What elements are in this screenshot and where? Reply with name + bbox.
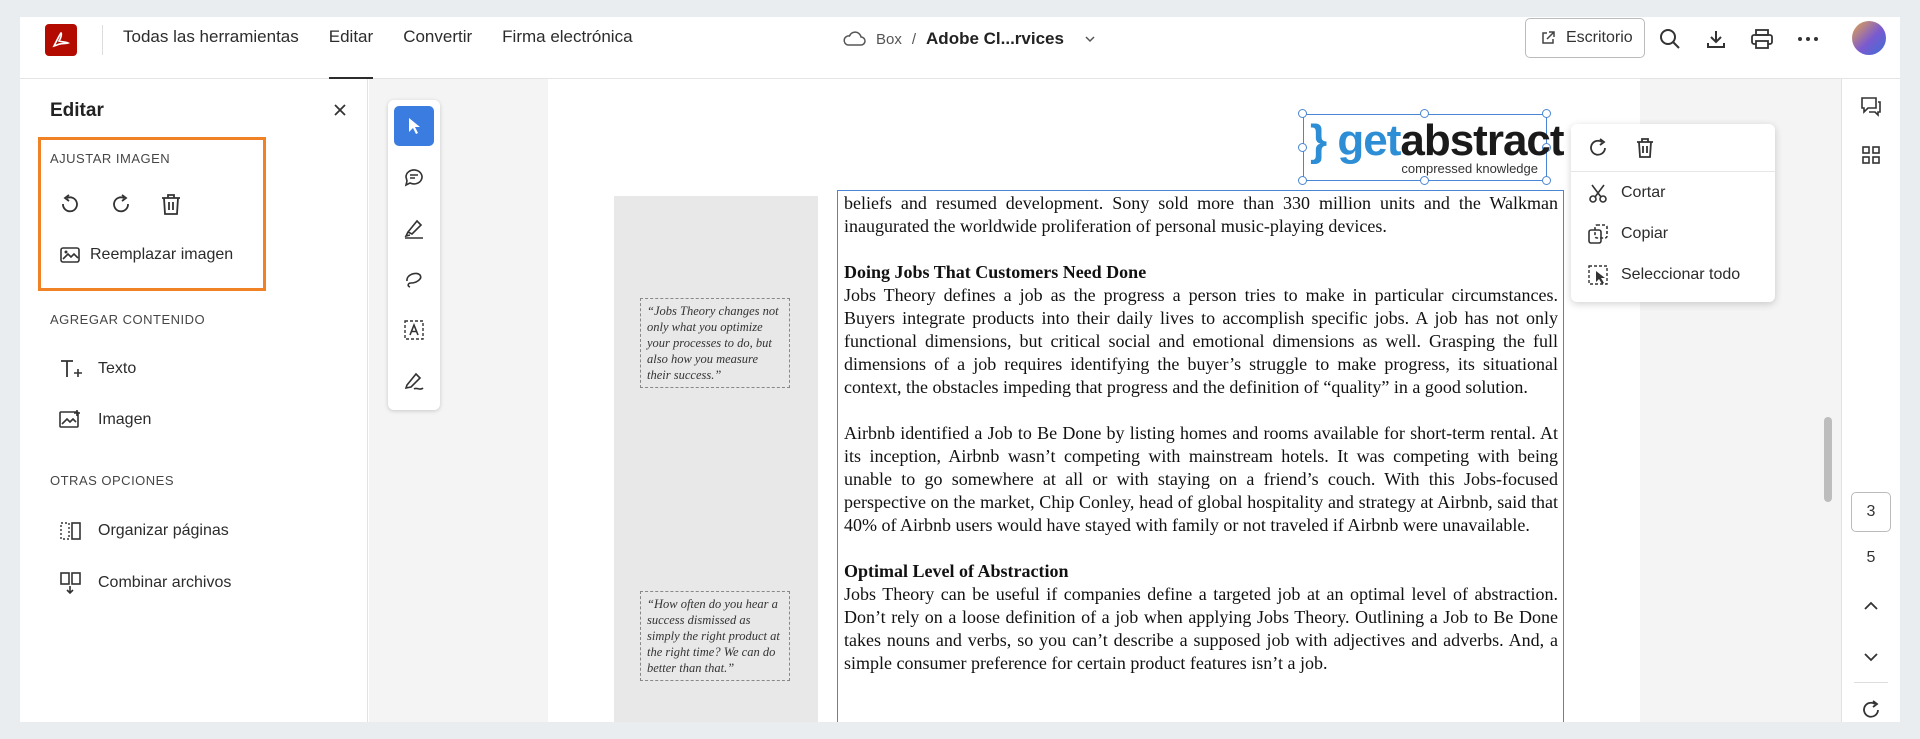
nav-edit[interactable]: Editar — [314, 17, 388, 79]
highlight-tool-icon[interactable] — [394, 208, 434, 248]
menu-item-copy[interactable] — [1571, 213, 1775, 254]
divider — [1854, 682, 1888, 683]
panel-title: Editar — [50, 100, 104, 121]
section-heading[interactable]: Optimal Level of Abstraction — [844, 561, 1069, 581]
rotate-clockwise-icon[interactable] — [1587, 137, 1609, 159]
cloud-icon — [842, 31, 866, 47]
add-text-label: Texto — [98, 360, 137, 377]
print-icon[interactable] — [1749, 26, 1775, 52]
replace-image-icon — [58, 243, 82, 267]
add-text-button[interactable] — [58, 357, 136, 381]
comment-tool-icon[interactable] — [394, 157, 434, 197]
replace-image-label: Reemplazar imagen — [90, 246, 234, 263]
nav-e-signature[interactable]: Firma electrónica — [502, 27, 633, 46]
current-page-input[interactable]: 3 — [1851, 492, 1891, 532]
select-all-icon — [1587, 264, 1609, 286]
scissors-icon — [1587, 182, 1609, 204]
open-desktop-label: Escritorio — [1566, 29, 1633, 46]
select-tool-icon[interactable] — [394, 106, 434, 146]
add-image-button[interactable] — [58, 408, 151, 432]
section-other-options: OTRAS OPCIONES — [50, 473, 175, 488]
divider — [102, 25, 103, 55]
text-box-tool-icon[interactable] — [394, 310, 434, 350]
paragraph[interactable]: beliefs and resumed development. Sony sold more than 330 million units and the Walkman inaugurated the worldwide proliferation of personal music-playing devices. — [844, 193, 1558, 236]
redo-icon[interactable] — [109, 192, 133, 216]
menu-item-select-all[interactable] — [1571, 254, 1775, 295]
nav-convert[interactable]: Convertir — [403, 27, 473, 46]
open-desktop-button[interactable] — [1525, 18, 1645, 58]
search-icon[interactable] — [1657, 26, 1683, 52]
combine-files-icon — [58, 570, 84, 596]
pull-quote[interactable]: “Jobs Theory changes not only what you optimize your processes to do, but also how you measure their success.” — [640, 298, 790, 388]
menu-item-cut[interactable] — [1571, 172, 1775, 213]
close-icon[interactable] — [330, 100, 350, 120]
trash-icon[interactable] — [160, 192, 182, 216]
right-rail — [1841, 79, 1900, 722]
section-add-content: AGREGAR CONTENIDO — [50, 312, 206, 327]
resize-handle[interactable] — [1298, 176, 1307, 185]
paragraph[interactable]: Airbnb identified a Job to Be Done by listing homes and rooms available for short-term rental. At its inception, Airbnb wasn’t competing with mainstream hotels. It was competing with being unable to go somewhere at all or with staying on a friend’s couch. With this Jobs-focused perspective on the market, Chip Conley, head of global hospitality and strategy at Airbnb, said that 40% of Airbnb users would have stayed with family or not traveled if Airbnb were unavailable. — [844, 423, 1558, 535]
external-link-icon — [1540, 30, 1556, 46]
add-image-icon — [58, 408, 84, 432]
more-options-icon[interactable] — [1795, 26, 1821, 52]
sign-tool-icon[interactable] — [394, 361, 434, 401]
organize-pages-button[interactable] — [58, 519, 229, 543]
logo-wordmark: } getabstract — [1310, 116, 1564, 165]
trash-icon[interactable] — [1635, 137, 1655, 159]
edit-panel — [20, 79, 368, 722]
thumbnails-grid-icon[interactable] — [1858, 142, 1884, 168]
add-image-label: Imagen — [98, 411, 152, 428]
resize-handle[interactable] — [1298, 143, 1307, 152]
document-text[interactable] — [844, 192, 1558, 675]
organize-pages-label: Organizar páginas — [98, 522, 229, 539]
resize-handle[interactable] — [1298, 109, 1307, 118]
nav-all-tools[interactable]: Todas las herramientas — [123, 27, 299, 46]
vertical-scrollbar[interactable] — [1821, 79, 1841, 722]
organize-pages-icon — [58, 519, 84, 543]
top-bar — [20, 17, 1900, 79]
resize-handle[interactable] — [1542, 176, 1551, 185]
section-heading[interactable]: Doing Jobs That Customers Need Done — [844, 262, 1147, 282]
image-context-menu — [1571, 124, 1775, 302]
next-page-chevron-down-icon[interactable] — [1858, 644, 1884, 670]
combine-files-label: Combinar archivos — [98, 574, 232, 591]
edit-toolbar — [388, 100, 440, 410]
previous-page-chevron-up-icon[interactable] — [1858, 593, 1884, 619]
menu-item-label: Seleccionar todo — [1621, 265, 1741, 283]
breadcrumb-root[interactable]: Box — [876, 30, 902, 48]
logo-tagline: compressed knowledge — [1401, 161, 1538, 176]
scrollbar-thumb[interactable] — [1824, 417, 1832, 502]
total-pages: 5 — [1866, 549, 1876, 566]
paragraph[interactable]: Jobs Theory can be useful if companies define a targeted job at an optimal level of abstraction. Don’t rely on a loose definition of a job when applying Jobs Theory. Outlining a Job to Be Done takes nouns and verbs, so you can’t describe a supposed job with adjectives and adverbs. And, a simple consumer preference for certain product features isn’t a job. — [844, 584, 1558, 673]
download-icon[interactable] — [1703, 26, 1729, 52]
app-window — [20, 17, 1900, 722]
breadcrumb — [842, 29, 1096, 49]
paragraph[interactable]: Jobs Theory defines a job as the progress a person tries to make in particular circumstances. Buyers integrate products into their daily lives to accomplish specific jobs. A job has not only functional dimensions, but critical social and emotional dimensions as well. Grasping the full dimensions of a job requires identifying the buyer’s struggle to make progress, its situational context, the obstacles impeding that progress and the definition of “quality” in a good solution. — [844, 285, 1558, 397]
pull-quote[interactable]: “How often do you hear a success dismissed as simply the right product at the right time? We can do better than that.” — [640, 591, 790, 681]
document-title[interactable]: Adobe Cl...rvices — [926, 29, 1064, 48]
comments-icon[interactable] — [1858, 93, 1884, 119]
menu-item-label: Copiar — [1621, 224, 1669, 242]
combine-files-button[interactable] — [58, 570, 231, 596]
breadcrumb-separator: / — [911, 30, 917, 48]
refresh-icon[interactable] — [1858, 697, 1884, 722]
getabstract-logo-image[interactable] — [1310, 116, 1564, 179]
chevron-down-icon[interactable] — [1084, 35, 1096, 43]
replace-image-button[interactable] — [58, 243, 233, 267]
acrobat-logo-icon[interactable] — [45, 24, 77, 56]
section-adjust-image: AJUSTAR IMAGEN — [50, 151, 171, 166]
main-nav — [108, 17, 648, 79]
user-avatar[interactable] — [1852, 21, 1886, 55]
add-text-icon — [58, 357, 84, 381]
copy-icon — [1587, 223, 1609, 245]
undo-icon[interactable] — [58, 192, 82, 216]
menu-item-label: Cortar — [1621, 183, 1666, 201]
draw-tool-icon[interactable] — [394, 259, 434, 299]
